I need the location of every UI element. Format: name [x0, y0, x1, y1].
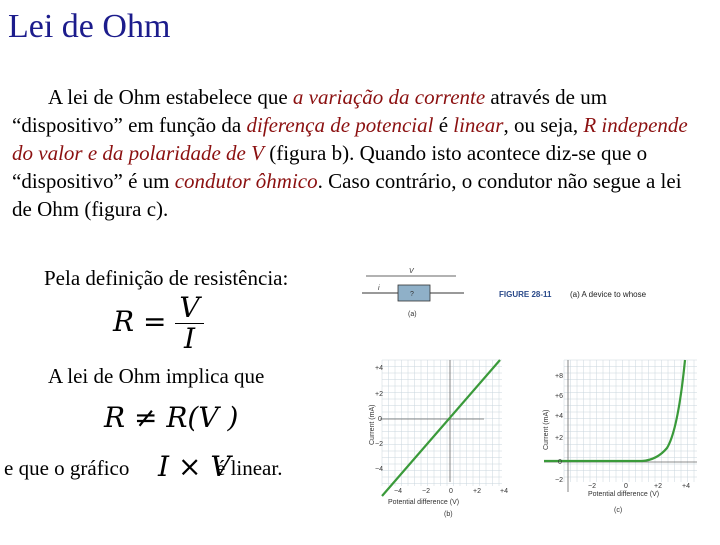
text-span: através de um “dispositivo” em função da — [12, 85, 608, 137]
text-span: , ou seja, — [503, 113, 584, 137]
device-current-label: i — [378, 285, 380, 292]
highlight-r-independent: R independe do valor e da polaridade de V — [12, 113, 688, 165]
b-ytick: +4 — [375, 365, 383, 372]
c-ytick: +8 — [555, 373, 563, 380]
b-ytick: −4 — [375, 466, 383, 473]
text-span: A lei de Ohm estabelece que — [48, 85, 293, 109]
page-title: Lei de Ohm — [8, 8, 171, 45]
graph-b-ylabel: Current (mA) — [369, 404, 376, 445]
b-ytick: +2 — [375, 391, 383, 398]
highlight-current-variation: a variação da corrente — [292, 85, 486, 109]
b-xtick: 0 — [449, 488, 453, 495]
resistance-formula — [113, 293, 204, 354]
panel-b-label: (b) — [444, 511, 453, 518]
formula-lhs: R = — [113, 305, 167, 338]
text-span: . Caso contrário, o condutor não segue a lei de Ohm (figura c). — [12, 169, 682, 221]
c-ytick: +2 — [555, 435, 563, 442]
c-xtick: +2 — [654, 483, 662, 490]
graph-b-xlabel: Potential difference (V) — [388, 499, 460, 506]
panel-a-label: (a) — [408, 311, 417, 318]
c-ytick: −2 — [555, 477, 563, 484]
figure-caption-title: FIGURE 28-11 — [499, 290, 552, 299]
highlight-ohmic-conductor: condutor ôhmico — [174, 169, 318, 193]
graph-c-xlabel: Potential difference (V) — [588, 491, 660, 498]
c-xtick: 0 — [624, 483, 628, 490]
figure-caption-text: (a) A device to whose — [570, 290, 647, 299]
c-ytick: +4 — [555, 413, 563, 420]
panel-c-label: (c) — [614, 507, 623, 514]
fraction — [175, 293, 203, 354]
highlight-potential-difference: diferença de potencial — [246, 113, 434, 137]
i-times-v-formula: I × V — [158, 450, 231, 483]
c-xtick: +4 — [682, 483, 690, 490]
c-ytick: 0 — [558, 459, 562, 466]
resistance-definition-label: Pela definição de resistência: — [44, 266, 289, 290]
device-question-mark: ? — [410, 291, 414, 298]
b-xtick: +4 — [500, 488, 508, 495]
b-xtick: +2 — [473, 488, 481, 495]
b-ytick: 0 — [378, 416, 382, 423]
text-span: (figura b). Quando isto acontece diz-se que o “dispositivo” é um — [12, 141, 648, 193]
graph-c-ylabel: Current (mA) — [543, 409, 550, 450]
c-xtick: −2 — [588, 483, 596, 490]
device-diagram — [362, 268, 464, 318]
device-box — [398, 285, 430, 301]
c-ytick: +6 — [555, 393, 563, 400]
non-ohmic-curve — [544, 360, 685, 461]
figure-svg — [352, 260, 720, 540]
graph-suffix-label: é linear. — [216, 456, 283, 480]
fraction-numerator: V — [175, 293, 203, 324]
b-ytick: −2 — [375, 441, 383, 448]
fraction-denominator: I — [183, 322, 195, 355]
r-not-function-of-v-formula: R ≠ R(V ) — [104, 401, 239, 434]
text-span: é — [433, 113, 454, 137]
textbook-figure — [352, 260, 720, 540]
b-xtick: −2 — [422, 488, 430, 495]
highlight-linear: linear — [453, 113, 504, 137]
graph-prefix-label: e que o gráfico — [4, 456, 130, 480]
graph-b — [369, 360, 508, 518]
ohmic-line — [382, 360, 500, 496]
graph-c — [543, 360, 697, 514]
ohm-implies-label: A lei de Ohm implica que — [48, 364, 265, 388]
ohm-law-paragraph — [12, 83, 702, 223]
device-voltage-label: V — [409, 268, 414, 275]
b-xtick: −4 — [394, 488, 402, 495]
